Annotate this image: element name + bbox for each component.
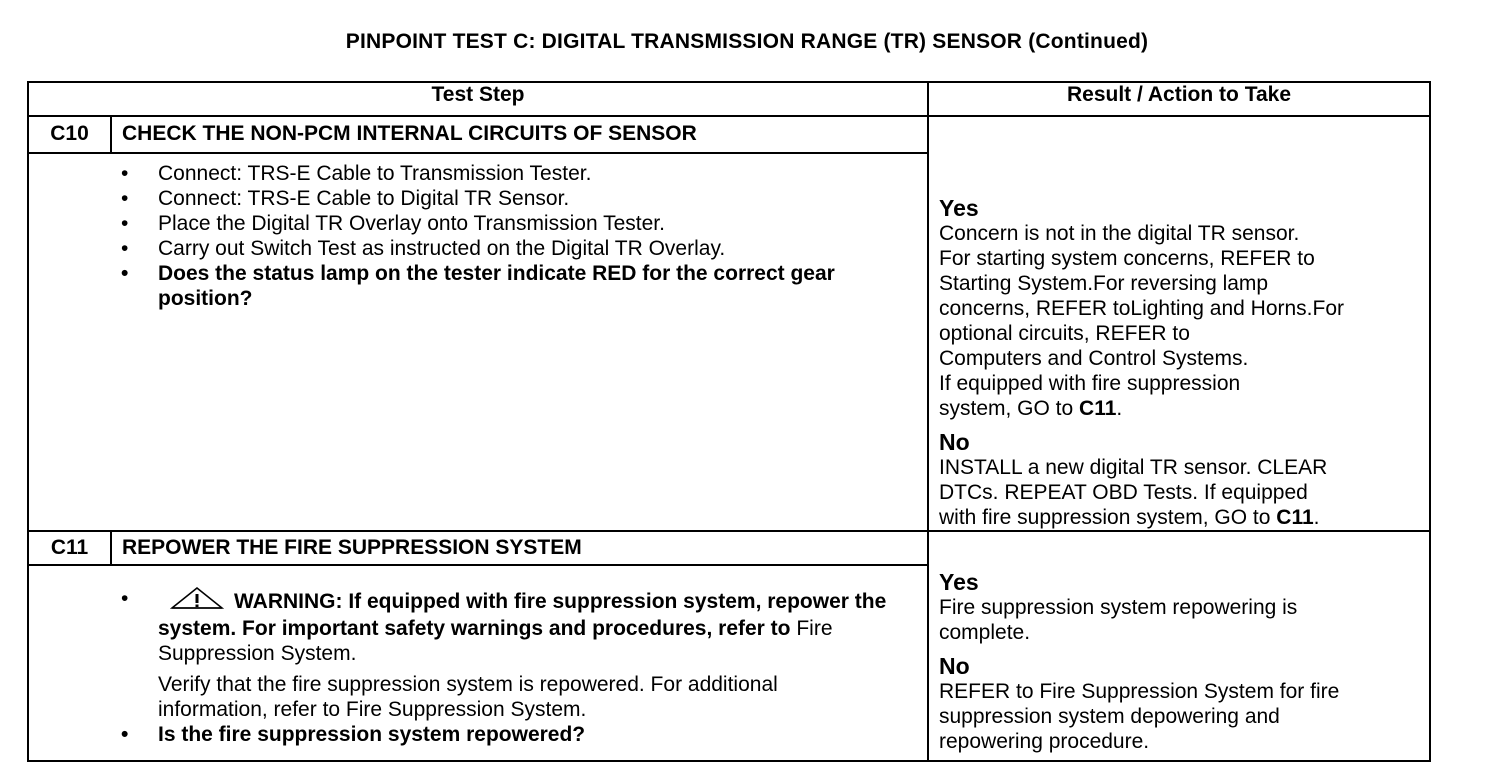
step-c11-instructions	[111, 565, 928, 761]
bullet-icon: •	[121, 587, 129, 610]
pinpoint-test-table	[27, 81, 1431, 762]
yes-label-c11: Yes	[939, 569, 979, 595]
yes-label-c10: Yes	[939, 195, 979, 221]
step-bullet	[121, 161, 927, 186]
no-line: suppression system depowering and	[939, 705, 1280, 728]
step-id-c11: C11	[28, 531, 111, 565]
yes-line: optional circuits, REFER to	[939, 322, 1190, 345]
step-c10-id-spacer	[28, 153, 111, 531]
header-row	[28, 82, 1430, 116]
warning-text: WARNING: If equipped with fire suppression system, repower the system. For important safety warnings and procedures, refer to	[158, 590, 887, 640]
yes-line: concerns, REFER toLighting and Horns.For	[939, 297, 1345, 320]
result-c10	[928, 116, 1430, 531]
test-step-header: Test Step	[28, 82, 928, 116]
step-bullet	[121, 186, 927, 211]
step-title-c11: REPOWER THE FIRE SUPPRESSION SYSTEM	[111, 531, 928, 565]
no-line: INSTALL a new digital TR sensor. CLEAR	[939, 456, 1328, 479]
step-bullet	[121, 211, 927, 236]
yes-fire-text: system, GO to	[939, 397, 1080, 420]
warning-bullet	[121, 586, 927, 722]
result-c11	[928, 531, 1430, 761]
bullet-icon: •	[121, 261, 129, 285]
step-c11-id-spacer	[28, 565, 111, 761]
warning-reference: Fire Suppression System.	[158, 617, 833, 665]
goto-c11-link[interactable]: C11	[1276, 506, 1314, 529]
result-header: Result / Action to Take	[928, 82, 1430, 116]
no-line: REFER to Fire Suppression System for fire	[939, 680, 1340, 703]
bullet-icon: •	[121, 723, 129, 746]
step-c11-title-row	[28, 531, 1430, 565]
yes-line: Computers and Control Systems.	[939, 347, 1249, 370]
yes-line: Concern is not in the digital TR sensor.	[939, 222, 1300, 245]
step-text: Place the Digital TR Overlay onto Transmission Tester.	[158, 211, 665, 235]
step-c10-title-row	[28, 116, 1430, 153]
bullet-icon: •	[121, 236, 129, 260]
step-title-c10: CHECK THE NON-PCM INTERNAL CIRCUITS OF SENSOR	[111, 116, 928, 153]
step-text: Connect: TRS-E Cable to Digital TR Sensor.	[158, 186, 570, 210]
yes-text-c11: Fire suppression system repowering is complete.	[939, 596, 1298, 644]
no-line: repowering procedure.	[939, 730, 1150, 753]
question-text: Is the fire suppression system repowered?	[158, 723, 586, 746]
no-line: DTCs. REPEAT OBD Tests. If equipped	[939, 481, 1308, 504]
step-question	[121, 261, 927, 311]
step-bullet	[121, 236, 927, 261]
step-c10-instructions	[111, 153, 928, 531]
yes-fire-goto: system, GO to C11.	[939, 397, 1123, 420]
step-text: Carry out Switch Test as instructed on the Digital TR Overlay.	[158, 236, 726, 260]
question-text: Does the status lamp on the tester indicate RED for the correct gear position?	[158, 261, 835, 310]
step-id-c10: C10	[28, 116, 111, 153]
yes-fire-line: If equipped with fire suppression	[939, 372, 1241, 395]
bullet-icon: •	[121, 186, 129, 210]
bullet-icon: •	[121, 161, 129, 185]
step-question	[121, 722, 927, 747]
yes-line: For starting system concerns, REFER to	[939, 247, 1315, 270]
no-last-line: with fire suppression system, GO to C11.	[939, 506, 1320, 529]
page-title: PINPOINT TEST C: DIGITAL TRANSMISSION RANGE (TR) SENSOR (Continued)	[345, 30, 1149, 53]
no-label-c11: No	[939, 653, 970, 679]
verify-text: Verify that the fire suppression system is repowered. For additional information, refer to Fire Suppression System.	[158, 673, 778, 721]
warning-triangle-icon	[170, 586, 224, 616]
yes-line: Starting System.For reversing lamp	[939, 272, 1269, 295]
step-text: Connect: TRS-E Cable to Transmission Tester.	[158, 161, 592, 185]
goto-c11-link[interactable]: C11	[1079, 397, 1117, 420]
bullet-icon: •	[121, 211, 129, 235]
no-last-text: with fire suppression system, GO to	[939, 506, 1277, 529]
no-label-c10: No	[939, 429, 970, 455]
